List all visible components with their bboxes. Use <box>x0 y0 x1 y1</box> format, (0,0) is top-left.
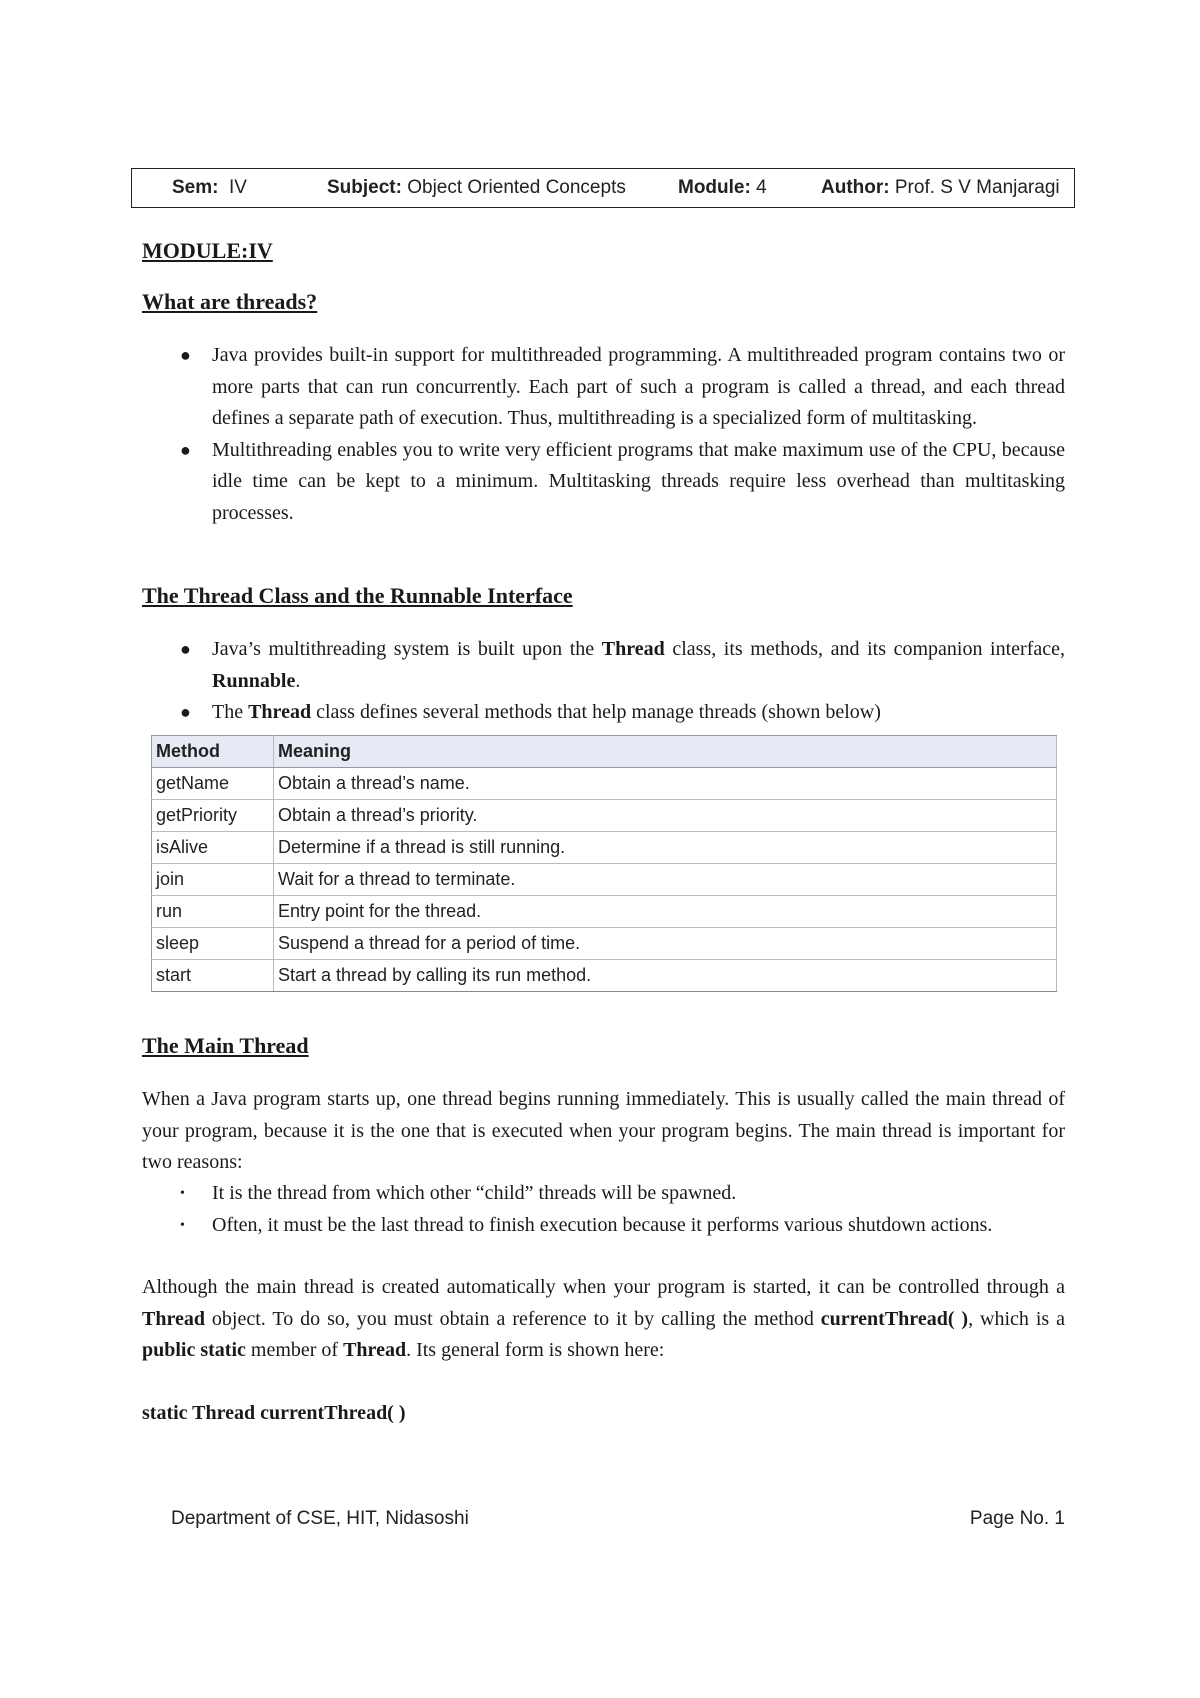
meaning-cell: Obtain a thread’s name. <box>274 768 1057 800</box>
thread-methods-table <box>151 735 1057 992</box>
thread-class-bullet-list <box>142 634 1065 729</box>
method-cell: join <box>152 864 274 896</box>
table-header-row <box>152 736 1057 768</box>
meaning-cell: Wait for a thread to terminate. <box>274 864 1057 896</box>
meaning-cell: Start a thread by calling its run method. <box>274 960 1057 992</box>
list-item: ● The Thread class defines several methods that help manage threads (shown below) <box>142 697 1065 729</box>
bullet-icon: • <box>180 1217 185 1233</box>
bullet-icon: • <box>180 1186 185 1201</box>
table-row <box>152 832 1057 864</box>
main-thread-paragraph: Although the main thread is created automatically when your program is started, it can be controlled through a Thread object. To do so, you must obtain a reference to it by calling the method currentThread( ), which is a public static member of Thread. Its general form is shown here: <box>142 1276 1065 1361</box>
method-cell: run <box>152 896 274 928</box>
section-heading-main-thread: The Main Thread <box>142 1033 309 1058</box>
list-item: ● Java provides built-in support for multithreaded programming. A multithreaded program contains two or more parts that can run concurrently. Each part of such a program is called a thread, and each thread defines a separate path of execution. Thus, multithreading is a specialized form of multitasking. <box>142 340 1065 435</box>
bullet-icon: ● <box>180 439 191 460</box>
meaning-cell: Suspend a thread for a period of time. <box>274 928 1057 960</box>
column-header-meaning: Meaning <box>274 736 1057 768</box>
footer-page-number: Page No. 1 <box>969 1508 1065 1529</box>
footer-department: Department of CSE, HIT, Nidasoshi <box>171 1508 469 1529</box>
method-cell: getName <box>152 768 274 800</box>
main-thread-bullet-list <box>142 1178 1065 1241</box>
section-heading-threads: What are threads? <box>142 289 318 314</box>
method-cell: getPriority <box>152 800 274 832</box>
table-row <box>152 896 1057 928</box>
sem-field: Sem: IV <box>172 177 247 198</box>
table-row <box>152 864 1057 896</box>
meaning-cell: Obtain a thread’s priority. <box>274 800 1057 832</box>
current-thread-signature: static Thread currentThread( ) <box>142 1402 406 1424</box>
method-cell: isAlive <box>152 832 274 864</box>
subject-field: Subject: Object Oriented Concepts <box>327 177 626 198</box>
author-field: Author: Prof. S V Manjaragi <box>821 177 1060 198</box>
bullet-icon: ● <box>180 345 191 365</box>
main-thread-intro: When a Java program starts up, one thread begins running immediately. This is usually called the main thread of your program, because it is the one that is executed when your program begins. The main thread is important for two reasons: <box>142 1088 1065 1173</box>
module-field: Module: 4 <box>678 177 767 198</box>
meaning-cell: Entry point for the thread. <box>274 896 1057 928</box>
list-item: ● Multithreading enables you to write very efficient programs that make maximum use of the CPU, because idle time can be kept to a minimum. Multitasking threads require less overhead than multitasking processes. <box>142 435 1065 530</box>
table-row <box>152 960 1057 992</box>
list-item: • It is the thread from which other “child” threads will be spawned. <box>142 1178 1065 1210</box>
table-row <box>152 800 1057 832</box>
table-row <box>152 768 1057 800</box>
list-item: ● Java’s multithreading system is built upon the Thread class, its methods, and its companion interface, Runnable. <box>142 634 1065 697</box>
threads-bullet-list <box>142 340 1065 529</box>
list-item: • Often, it must be the last thread to finish execution because it performs various shutdown actions. <box>142 1210 1065 1242</box>
section-heading-thread-class: The Thread Class and the Runnable Interface <box>142 583 573 608</box>
method-cell: start <box>152 960 274 992</box>
bullet-icon: ● <box>180 639 191 659</box>
bullet-icon: ● <box>180 702 191 722</box>
method-cell: sleep <box>152 928 274 960</box>
table-row <box>152 928 1057 960</box>
module-title: MODULE:IV <box>142 238 273 263</box>
document-header <box>131 168 1075 208</box>
meaning-cell: Determine if a thread is still running. <box>274 832 1057 864</box>
column-header-method: Method <box>152 736 274 768</box>
